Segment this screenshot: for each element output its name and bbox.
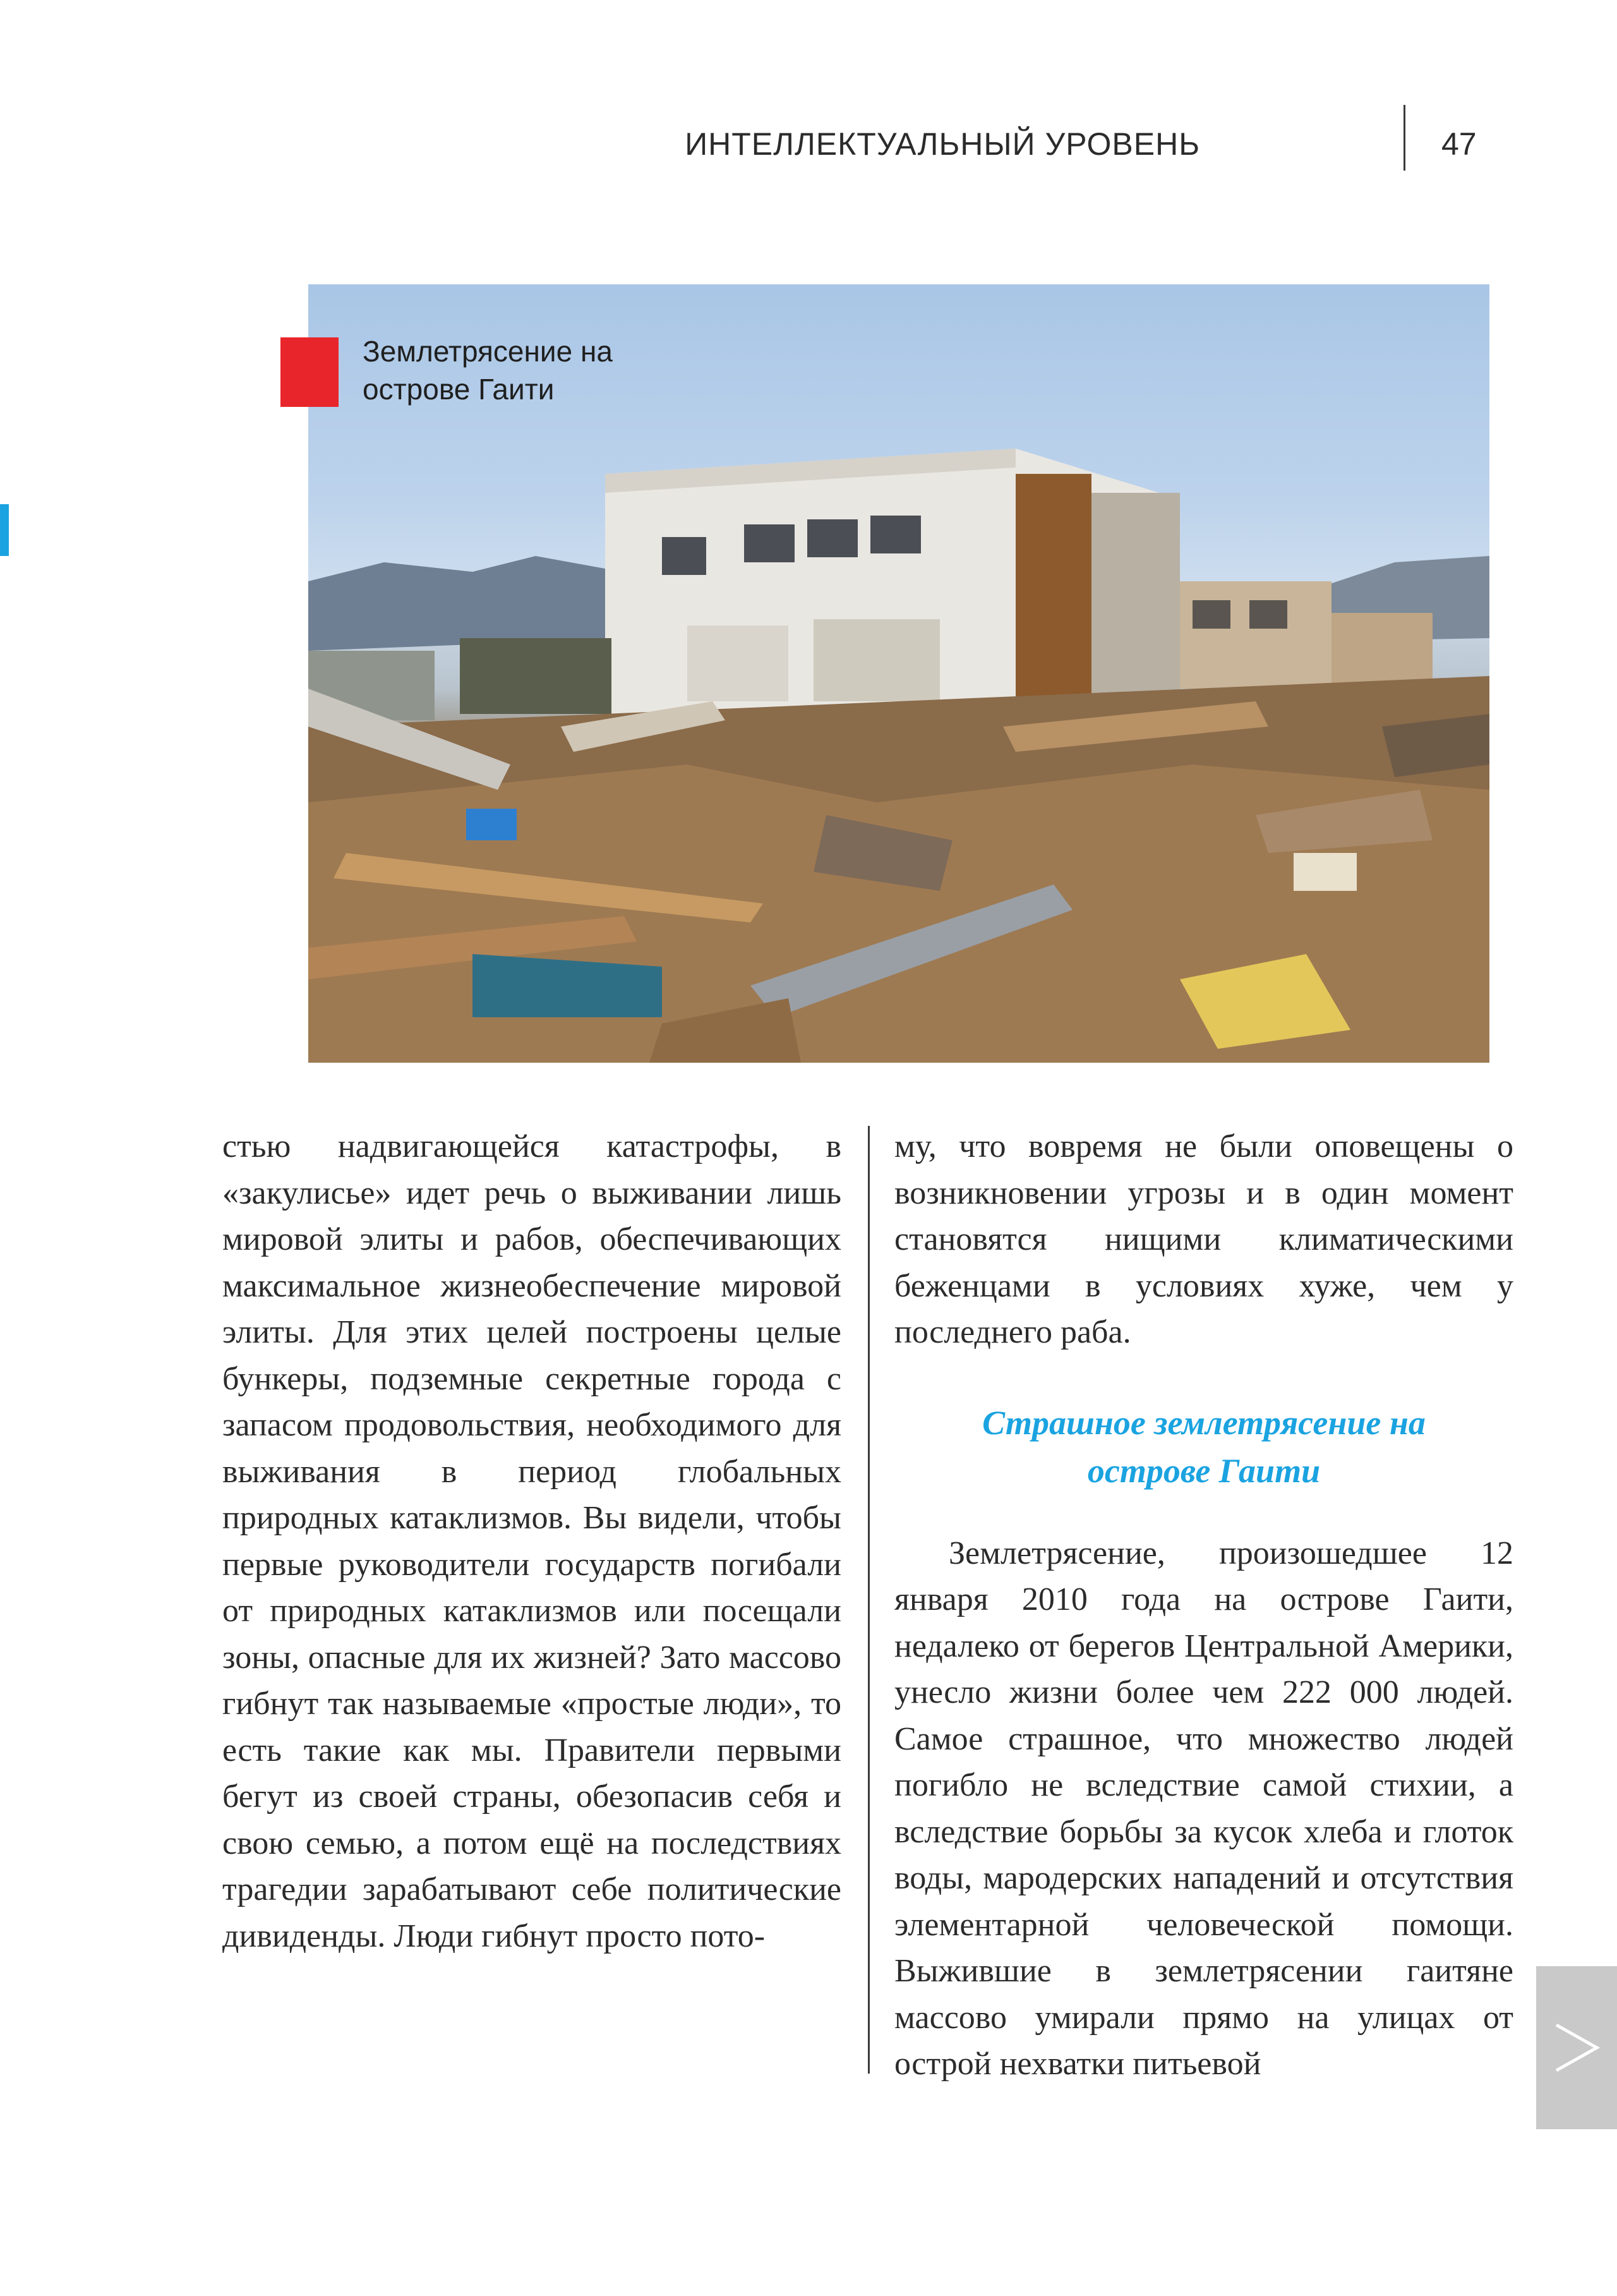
right-column-intro: му, что вовремя не были оповещены о возникновении угрозы и в один момент становятся нищими климатическими беженцами в условиях хуже, чем у последнего раба. (894, 1128, 1513, 1350)
photo-caption-line-2: острове Гаити (363, 373, 555, 406)
right-column-body: Землетрясение, произошедшее 12 января 2010 года на острове Гаити, недалеко от берегов Центральной Америки, унесло жизни более чем 222 000 людей. Самое страшное, что множество людей погибло не вследствие самой стихии, а вследствие борьбы за кусок хлеба и глоток воды, мародерских нападений и отсутствия элементарной человеческой помощи. Выжившие в землетрясении гаитяне массово умирали прямо на улицах от острой нехватки питьевой (894, 1535, 1513, 2082)
running-head-title: ИНТЕЛЛЕКТУАЛЬНЫЙ УРОВЕНЬ (685, 126, 1200, 162)
article-right-column (894, 1123, 1513, 2088)
photo-caption (363, 332, 691, 408)
caption-marker (280, 337, 339, 407)
column-divider (868, 1126, 870, 2074)
next-page-button[interactable] (1536, 1966, 1617, 2129)
section-heading-line-2: острове Гаити (1087, 1451, 1321, 1490)
section-heading (894, 1399, 1513, 1495)
section-heading-line-1: Страшное землетрясение на (982, 1403, 1426, 1442)
left-column-text: стью надвигающейся катастрофы, в «закулисье» идет речь о выживании лишь мировой элиты и рабов, обеспечивающих максимальное жизнеобеспечение мировой элиты. Для этих целей построены целые бункеры, подземные секретные города с запасом продовольствия, необходимого для выживания в период глобальных природных катаклизмов. Вы видели, чтобы первые руководители государств погибали от природных катаклизмов или посещали зоны, опасные для их жизней? Зато массово гибнут так называемые «простые люди», то есть такие как мы. Правители первыми бегут из своей страны, обезопасив себя и свою семью, а потом ещё на последствиях трагедии зарабатывают себе политические дивиденды. Люди гибнут просто пото- (222, 1128, 841, 1954)
page-number: 47 (1441, 126, 1477, 162)
chevron-right-icon (1551, 2016, 1602, 2079)
photo-caption-line-1: Землетрясение на (363, 335, 613, 368)
edge-bookmark-mark (0, 504, 9, 556)
header-divider (1404, 105, 1405, 171)
article-left-column (222, 1123, 841, 1959)
